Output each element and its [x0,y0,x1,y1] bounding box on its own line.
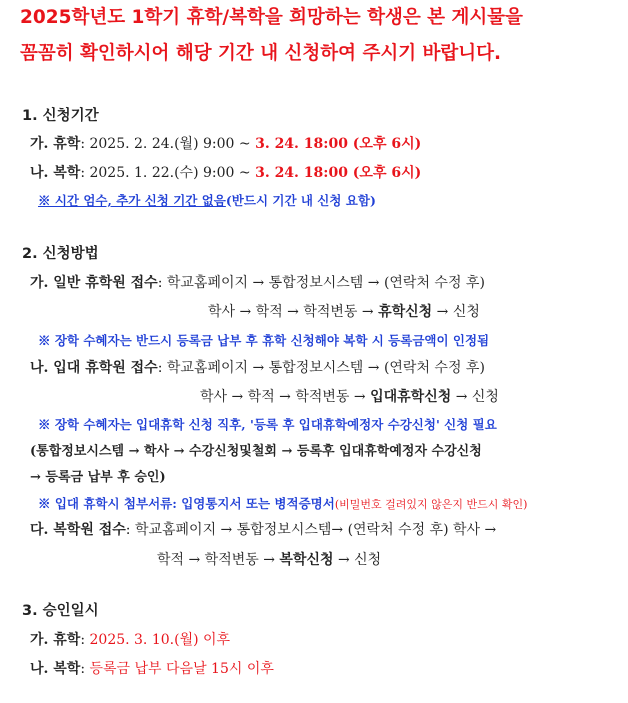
general-leave-label: 가. 일반 휴학원 접수 [30,275,158,291]
military-leave-sub2: → 등록금 납부 후 승인) [30,470,166,485]
return-approval [30,659,274,679]
return-approval-value: 등록금 납부 다음날 15시 이후 [89,661,274,677]
return-path2 [157,550,381,570]
military-leave-sub1: (통합정보시스템 → 학사 → 수강신청및철회 → 등록후 입대휴학예정자 수강신청 [30,444,482,459]
leave-period-end: 3. 24. 18:00 (오후 6시) [255,136,422,152]
notice-title-line1: 2025학년도 1학기 휴학/복학을 희망하는 학생은 본 게시물을 [20,7,523,28]
return-path1 [30,520,496,540]
general-leave-path2-b: 휴학신청 [378,304,433,320]
military-leave-docs [38,494,527,515]
general-leave-path2-c: → 신청 [432,304,480,320]
period-notice-rest: (반드시 기간 내 신청 요함) [225,193,376,208]
section1-heading: 1. 신청기간 [22,108,99,124]
return-approval-sep: : [80,661,90,677]
return-period-start: : 2025. 1. 22.(수) 9:00 ~ [80,165,256,181]
military-leave-path2-b: 입대휴학신청 [370,389,452,405]
return-path2-a: 학적 → 학적변동 → [157,552,280,568]
leave-period-label: 가. 휴학 [30,136,81,152]
general-leave-path2 [208,302,480,322]
military-leave-path2-a: 학사 → 학적 → 학적변동 → [200,389,371,405]
section2-heading: 2. 신청방법 [22,246,99,262]
return-label: 다. 복학원 접수 [30,522,126,538]
military-leave-docs-text: ※ 입대 휴학시 첨부서류: 입영통지서 또는 병적증명서 [38,496,335,511]
leave-approval-label: 가. 휴학 [30,632,81,648]
return-path2-c: → 신청 [333,552,382,568]
notice-title-line2: 꼼꼼히 확인하시어 해당 기간 내 신청하여 주시기 바랍니다. [20,43,502,64]
military-leave-path2 [200,387,499,407]
general-leave-path1 [30,273,485,293]
leave-approval [30,630,230,650]
leave-approval-sep: : [80,632,90,648]
military-leave-note: ※ 장학 수혜자는 입대휴학 신청 직후, '등록 후 입대휴학예정자 수강신청' 신청 필요 [38,417,497,432]
military-leave-label: 나. 입대 휴학원 접수 [30,360,158,376]
general-leave-path2-a: 학사 → 학적 → 학적변동 → [208,304,379,320]
return-path2-b: 복학신청 [279,552,334,568]
period-notice-underlined: ※ 시간 엄수, 추가 신청 기간 없음 [38,193,226,208]
military-leave-docs-warning: (비밀번호 걸려있지 않은지 반드시 확인) [334,498,528,511]
return-period-end: 3. 24. 18:00 (오후 6시) [255,165,422,181]
return-period [30,163,421,183]
general-leave-note: ※ 장학 수혜자는 반드시 등록금 납부 후 휴학 신청해야 복학 시 등록금액이 인정됨 [38,333,490,348]
military-leave-path1 [30,358,485,378]
military-leave-path2-c: → 신청 [451,389,499,405]
leave-period-start: : 2025. 2. 24.(월) 9:00 ~ [80,136,256,152]
section3-heading: 3. 승인일시 [22,603,99,619]
leave-period [30,134,421,154]
military-leave-path1-text: : 학교홈페이지 → 통합정보시스템 → (연락처 수정 후) [157,360,485,376]
return-period-label: 나. 복학 [30,165,81,181]
leave-approval-value: 2025. 3. 10.(월) 이후 [89,632,231,648]
general-leave-path1-text: : 학교홈페이지 → 통합정보시스템 → (연락처 수정 후) [157,275,485,291]
return-path1-text: : 학교홈페이지 → 통합정보시스템→ (연락처 수정 후) 학사 → [125,522,497,538]
period-notice [38,191,376,211]
return-approval-label: 나. 복학 [30,661,81,677]
